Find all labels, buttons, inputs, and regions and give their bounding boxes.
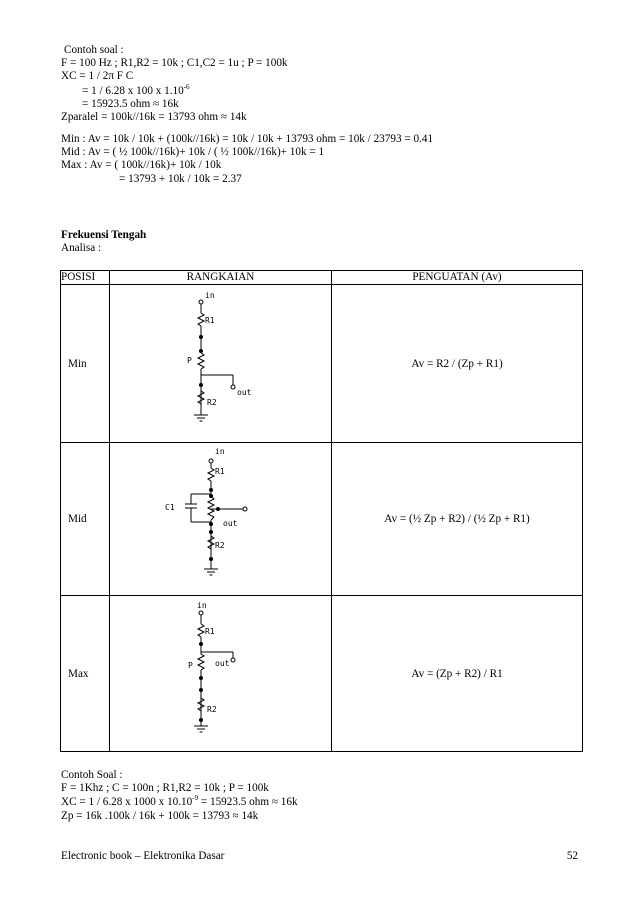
- label-out: out: [214, 658, 229, 668]
- table-row-mid: [61, 443, 583, 596]
- page-number: 52: [566, 850, 578, 862]
- node-in: [199, 611, 203, 615]
- section-heading: Frekuensi Tengah: [61, 229, 147, 241]
- formula-mid: Av = (½ Zp + R2) / (½ Zp + R1): [332, 443, 583, 596]
- label-c1: C1: [164, 503, 175, 512]
- posisi-mid: Mid: [61, 443, 110, 596]
- node-in: [199, 300, 203, 304]
- circuit-min: [110, 285, 332, 443]
- header-rangkaian: RANGKAIAN: [110, 271, 332, 285]
- xc-line-2-result: = 15923.5 ohm ≈ 16k: [198, 796, 298, 808]
- posisi-min: Min: [61, 285, 110, 443]
- circuit-mid-diagram: [161, 444, 281, 594]
- table-row-max: [61, 596, 583, 752]
- xc-calc-exponent: -6: [183, 83, 190, 91]
- xc-line-2-text: XC = 1 / 6.28 x 1000 x 10.10: [61, 796, 193, 808]
- label-r2: R2: [206, 397, 217, 407]
- table-row-min: [61, 285, 583, 443]
- example-heading-2: Contoh Soal :: [61, 769, 123, 781]
- label-in: in: [214, 447, 225, 456]
- resistor-r1: [198, 313, 204, 326]
- circuit-table: [60, 270, 583, 752]
- formula-min: Av = R2 / (Zp + R1): [332, 285, 583, 443]
- node-in: [209, 459, 213, 463]
- given-values-1: F = 100 Hz ; R1,R2 = 10k ; C1,C2 = 1u ; P = 100k: [61, 57, 288, 69]
- xc-line-2-exponent: -9: [192, 794, 199, 802]
- label-p: P: [186, 355, 192, 365]
- analisa-label: Analisa :: [61, 242, 102, 254]
- footer-title: Electronic book – Elektronika Dasar: [61, 850, 225, 862]
- table-header-row: [61, 271, 583, 285]
- label-out: out: [222, 519, 237, 528]
- header-penguatan: PENGUATAN (Av): [332, 271, 583, 285]
- page-footer: [61, 850, 578, 862]
- max-gain-line: Max : Av = ( 100k//16k)+ 10k / 10k: [61, 159, 222, 171]
- resistor-r1: [198, 624, 204, 637]
- zp-line: Zp = 16k .100k / 16k + 100k = 13793 ≈ 14k: [61, 810, 259, 822]
- label-in: in: [196, 600, 207, 610]
- xc-line-2: [61, 796, 298, 809]
- circuit-max-diagram: [161, 598, 281, 750]
- node-out: [231, 385, 235, 389]
- label-p: P: [187, 660, 193, 670]
- potentiometer-p: [208, 496, 214, 520]
- posisi-max: Max: [61, 596, 110, 752]
- label-out: out: [236, 387, 251, 397]
- given-values-2: F = 1Khz ; C = 100n ; R1,R2 = 10k ; P = 100k: [61, 782, 269, 794]
- label-in: in: [204, 290, 215, 300]
- circuit-max: [110, 596, 332, 752]
- label-r1: R1: [204, 626, 215, 636]
- xc-calc-text: = 1 / 6.28 x 100 x 1.10: [82, 85, 184, 97]
- example-heading-1: Contoh soal :: [64, 44, 124, 56]
- mid-gain-line: Mid : Av = ( ½ 100k//16k)+ 10k / ( ½ 100k//16k)+ 10k = 1: [61, 146, 325, 158]
- xc-calc-step: [82, 85, 190, 98]
- resistor-r1: [208, 468, 214, 481]
- circuit-min-diagram: [161, 287, 281, 441]
- potentiometer-p: [198, 353, 204, 369]
- zparalel-line: Zparalel = 100k//16k = 13793 ohm ≈ 14k: [61, 111, 247, 123]
- label-r1: R1: [214, 467, 225, 476]
- formula-max: Av = (Zp + R2) / R1: [332, 596, 583, 752]
- node-out: [231, 658, 235, 662]
- circuit-mid: [110, 443, 332, 596]
- header-posisi: POSISI: [61, 271, 110, 285]
- max-gain-result: = 13793 + 10k / 10k = 2.37: [119, 173, 242, 185]
- label-r1: R1: [204, 315, 215, 325]
- label-r2: R2: [214, 541, 225, 550]
- min-gain-line: Min : Av = 10k / 10k + (100k//16k) = 10k / 10k + 13793 ohm = 10k / 23793 = 0.41: [61, 133, 434, 145]
- xc-formula: XC = 1 / 2π F C: [61, 70, 134, 82]
- xc-result: = 15923.5 ohm ≈ 16k: [82, 98, 179, 110]
- label-r2: R2: [206, 704, 217, 714]
- potentiometer-p: [198, 654, 204, 670]
- node-out: [243, 507, 247, 511]
